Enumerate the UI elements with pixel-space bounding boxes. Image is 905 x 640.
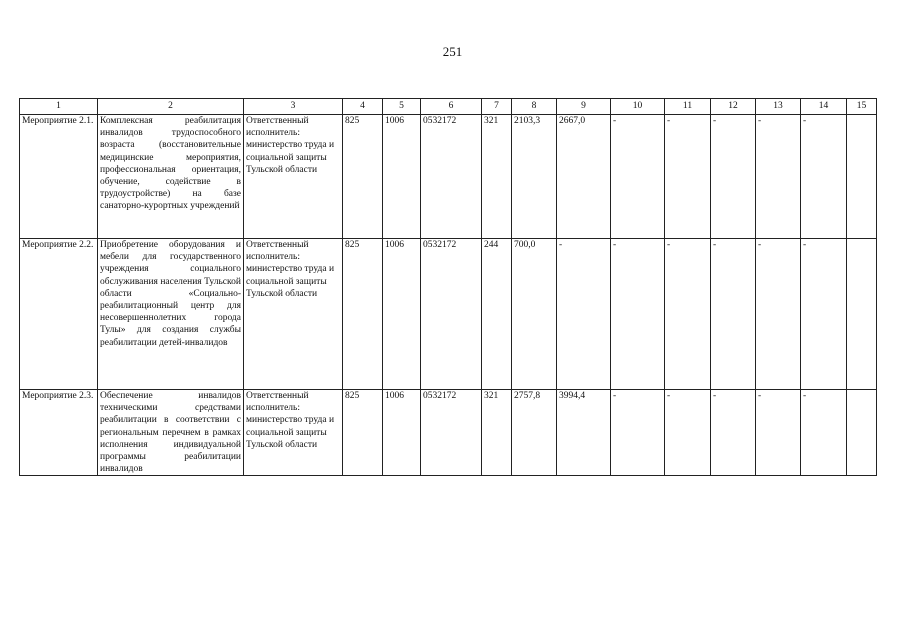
col-header-6: 6 <box>421 99 482 115</box>
col-header-10: 10 <box>611 99 665 115</box>
cell-col-6: 0532172 <box>421 390 482 476</box>
col-header-5: 5 <box>383 99 421 115</box>
table-row <box>20 390 877 476</box>
cell-col-6: 0532172 <box>421 115 482 239</box>
col-header-14: 14 <box>801 99 847 115</box>
cell-col-7: 321 <box>482 115 512 239</box>
table-row <box>20 239 877 390</box>
table-header <box>20 99 877 115</box>
cell-col-14: - <box>801 115 847 239</box>
cell-col-4: 825 <box>343 115 383 239</box>
col-header-15: 15 <box>847 99 877 115</box>
responsible-cell: Ответственный исполнитель: министерство труда и социальной защиты Тульской области <box>244 239 343 390</box>
description-cell: Комплексная реабилитация инвалидов трудоспособного возраста (восстановительные медицинские мероприятия, профессиональная ориентация, обучение, содействие в трудоустройстве) на базе санаторно-курортных учреждений <box>98 115 244 239</box>
cell-col-10: - <box>611 115 665 239</box>
cell-col-12: - <box>711 115 756 239</box>
cell-col-11: - <box>665 239 711 390</box>
cell-col-8: 2103,3 <box>512 115 557 239</box>
cell-col-13: - <box>756 390 801 476</box>
cell-col-15 <box>847 115 877 239</box>
cell-col-14: - <box>801 239 847 390</box>
col-header-9: 9 <box>557 99 611 115</box>
cell-col-12: - <box>711 390 756 476</box>
cell-col-11: - <box>665 115 711 239</box>
cell-col-13: - <box>756 239 801 390</box>
responsible-cell: Ответственный исполнитель: министерство труда и социальной защиты Тульской области <box>244 115 343 239</box>
cell-col-14: - <box>801 390 847 476</box>
cell-col-15 <box>847 390 877 476</box>
col-header-7: 7 <box>482 99 512 115</box>
col-header-3: 3 <box>244 99 343 115</box>
cell-col-5: 1006 <box>383 239 421 390</box>
table-row <box>20 115 877 239</box>
cell-col-8: 2757,8 <box>512 390 557 476</box>
description-cell: Приобретение оборудования и мебели для государственного учреждения социального обслуживания населения Тульской области «Социально-реабилитационный центр для несовершеннолетних города Тулы» для создания службы реабилитации детей-инвалидов <box>98 239 244 390</box>
cell-col-9: 3994,4 <box>557 390 611 476</box>
budget-table <box>19 98 877 476</box>
cell-col-5: 1006 <box>383 390 421 476</box>
cell-col-12: - <box>711 239 756 390</box>
col-header-12: 12 <box>711 99 756 115</box>
col-header-2: 2 <box>98 99 244 115</box>
col-header-11: 11 <box>665 99 711 115</box>
cell-col-9: - <box>557 239 611 390</box>
col-header-1: 1 <box>20 99 98 115</box>
col-header-13: 13 <box>756 99 801 115</box>
event-cell: Мероприятие 2.3. <box>20 390 98 476</box>
page-number: 251 <box>442 44 463 59</box>
cell-col-4: 825 <box>343 390 383 476</box>
col-header-4: 4 <box>343 99 383 115</box>
responsible-cell: Ответственный исполнитель: министерство труда и социальной защиты Тульской области <box>244 390 343 476</box>
cell-col-10: - <box>611 239 665 390</box>
cell-col-11: - <box>665 390 711 476</box>
cell-col-4: 825 <box>343 239 383 390</box>
cell-col-9: 2667,0 <box>557 115 611 239</box>
event-cell: Мероприятие 2.1. <box>20 115 98 239</box>
cell-col-6: 0532172 <box>421 239 482 390</box>
cell-col-7: 244 <box>482 239 512 390</box>
event-cell: Мероприятие 2.2. <box>20 239 98 390</box>
cell-col-10: - <box>611 390 665 476</box>
cell-col-8: 700,0 <box>512 239 557 390</box>
cell-col-15 <box>847 239 877 390</box>
cell-col-5: 1006 <box>383 115 421 239</box>
description-cell: Обеспечение инвалидов техническими средствами реабилитации в соответствии с региональным перечнем в рамках исполнения индивидуальной программы реабилитации инвалидов <box>98 390 244 476</box>
col-header-8: 8 <box>512 99 557 115</box>
cell-col-7: 321 <box>482 390 512 476</box>
cell-col-13: - <box>756 115 801 239</box>
